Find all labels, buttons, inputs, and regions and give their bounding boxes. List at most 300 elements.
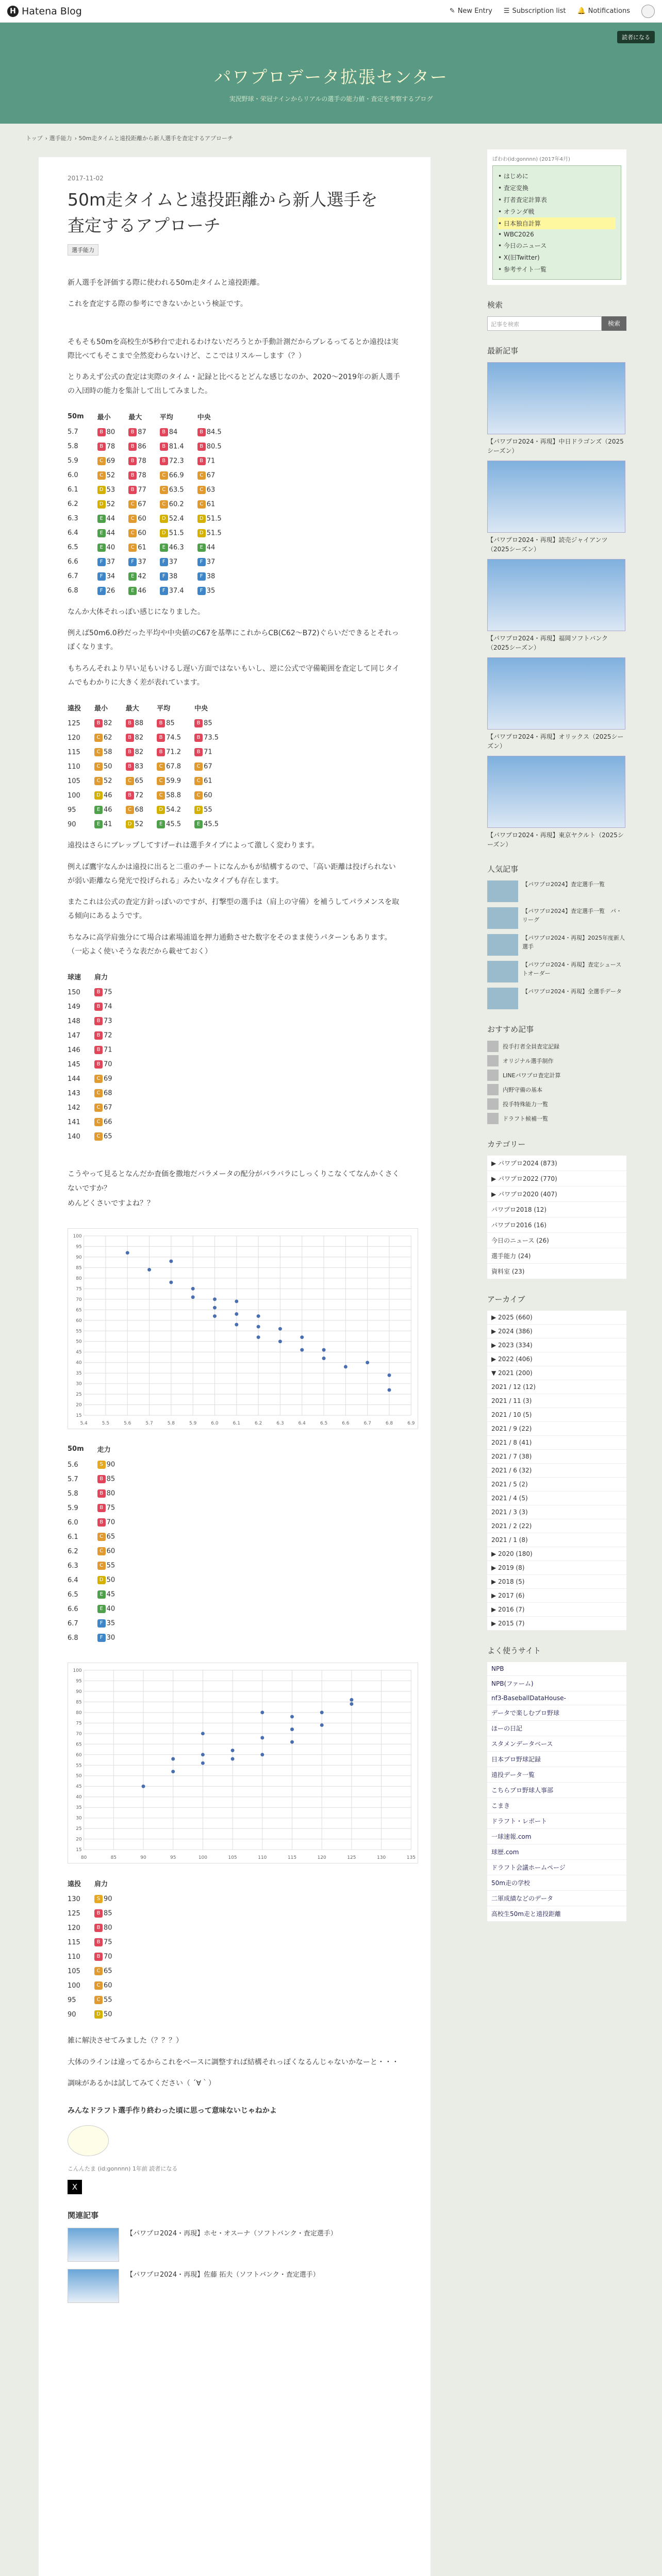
recommended-article[interactable]	[487, 1084, 626, 1095]
category-item[interactable]: パワプロ2018 (12)	[487, 1202, 626, 1217]
y-tick-label: 25	[76, 1392, 82, 1398]
column-header: 平均	[159, 413, 173, 421]
table-cell: C 65	[94, 1129, 126, 1144]
archive-item[interactable]: 2021 / 9 (22)	[487, 1422, 626, 1436]
speed-rating-table	[68, 1440, 128, 1645]
table-cell: F 26	[97, 584, 129, 598]
latest-article[interactable]	[487, 559, 626, 652]
recommended-thumb	[487, 1055, 499, 1066]
blog-nav-item[interactable]: • X(旧Twitter)	[498, 254, 540, 261]
grade-badge: B	[126, 762, 134, 771]
grade-badge: C	[94, 762, 103, 771]
archive-item[interactable]: ▶ 2018 (5)	[487, 1575, 626, 1589]
grade-badge: C	[160, 471, 168, 480]
grade-badge: D	[97, 1576, 106, 1584]
site-link[interactable]: NPB	[487, 1662, 626, 1676]
table-cell: C 67	[128, 497, 160, 512]
y-tick-label: 30	[76, 1381, 82, 1387]
blog-title[interactable]: パワプロデータ拡張センター	[214, 67, 448, 87]
table-row	[68, 1906, 126, 1921]
notifications-button[interactable]: 🔔 Notifications	[577, 7, 630, 15]
table-cell: C 60	[97, 1544, 129, 1558]
archive-item[interactable]: 2021 / 7 (38)	[487, 1450, 626, 1464]
table-cell: 146	[68, 1046, 80, 1054]
table-cell: E 40	[97, 1602, 129, 1616]
recommended-article[interactable]	[487, 1113, 626, 1124]
article-date[interactable]: 2017-11-02	[68, 175, 104, 182]
grade-badge: B	[194, 719, 203, 727]
x-tick-label: 80	[80, 1855, 87, 1861]
site-link[interactable]: 日本プロ野球記録	[487, 1752, 626, 1767]
table-cell: B 82	[126, 745, 157, 759]
grade-badge: E	[97, 529, 106, 537]
data-point	[142, 1785, 145, 1788]
table-cell: E 45.5	[194, 817, 232, 832]
grade-badge: B	[126, 734, 134, 742]
table-header-row	[68, 408, 235, 425]
pitch-speed-table	[68, 968, 126, 1144]
grade-badge: D	[160, 515, 168, 523]
table-cell: B 78	[128, 468, 160, 483]
latest-article[interactable]	[487, 362, 626, 455]
x-tick-label: 5.9	[189, 1421, 197, 1427]
grade-badge: C	[97, 457, 106, 465]
popular-article[interactable]	[487, 988, 626, 1009]
table-cell: 6.7	[68, 572, 78, 581]
speed-scatter-chart	[68, 1228, 418, 1429]
table-cell: C 61	[128, 540, 160, 555]
grade-badge: B	[94, 1031, 103, 1040]
latest-article[interactable]	[487, 461, 626, 554]
blog-header	[0, 23, 662, 124]
avatar[interactable]	[641, 5, 655, 18]
y-tick-label: 70	[76, 1732, 82, 1737]
grade-badge: B	[94, 1924, 103, 1932]
grade-badge: B	[97, 1518, 106, 1527]
table-row	[68, 454, 235, 468]
recommended-caption: LINEパワプロ査定計算	[503, 1072, 561, 1079]
table-cell: 115	[68, 748, 80, 756]
table-row	[68, 1964, 126, 1978]
article-title[interactable]: 50m走タイムと遠投距離から新人選手を査定するアプローチ	[68, 190, 378, 235]
recommended-article[interactable]	[487, 1098, 626, 1110]
table-row	[68, 759, 232, 774]
table-cell: E 44	[97, 512, 129, 526]
hatena-icon: H	[7, 6, 19, 17]
site-link[interactable]: スタメンデータベース	[487, 1736, 626, 1752]
table-cell: C 68	[94, 1086, 126, 1100]
grade-badge: B	[97, 1489, 106, 1498]
site-link[interactable]: データで楽しむプロ野球	[487, 1705, 626, 1721]
table-row	[68, 1072, 126, 1086]
column-header: 最小	[94, 705, 108, 713]
archive-item[interactable]: 2021 / 4 (5)	[487, 1492, 626, 1505]
table-cell: C 65	[126, 774, 157, 788]
category-title: カテゴリー	[487, 1140, 526, 1149]
data-point	[366, 1361, 369, 1364]
blog-nav-item[interactable]: • 参考サイト一覧	[498, 266, 547, 273]
table-cell: C 61	[197, 497, 235, 512]
grade-badge: B	[94, 1909, 103, 1918]
grade-badge: B	[128, 457, 137, 465]
y-tick-label: 20	[76, 1402, 82, 1408]
data-point	[201, 1753, 205, 1757]
table-cell: C 55	[97, 1558, 129, 1573]
archive-title: アーカイブ	[487, 1295, 525, 1304]
data-point	[171, 1757, 175, 1761]
table-row	[68, 999, 126, 1014]
recommended-caption: 投手特殊能力一覧	[503, 1101, 548, 1108]
table-cell: C 68	[126, 803, 157, 817]
table-row	[68, 817, 232, 832]
latest-article[interactable]	[487, 657, 626, 751]
table-cell: C 67	[94, 1100, 126, 1115]
grade-badge: E	[128, 587, 137, 595]
table-cell: C 66	[94, 1115, 126, 1129]
table-cell: B 86	[128, 439, 160, 454]
breadcrumb-category[interactable]: 選手能力	[49, 135, 72, 142]
category-item[interactable]: 今日のニュース (26)	[487, 1233, 626, 1248]
table-cell: 6.1	[68, 1533, 78, 1541]
archive-item[interactable]: 2021 / 11 (3)	[487, 1394, 626, 1408]
table-header-row	[68, 1875, 126, 1892]
grade-badge: D	[197, 529, 206, 537]
y-tick-label: 60	[76, 1753, 82, 1758]
recommended-caption: 投手打者全員査定記録	[503, 1043, 559, 1050]
grade-badge: C	[97, 1547, 106, 1555]
grade-badge: C	[94, 1981, 103, 1990]
grade-badge: C	[128, 544, 137, 552]
table-row	[68, 1892, 126, 1906]
grade-badge: B	[97, 1475, 106, 1483]
table-cell: B 72	[94, 1028, 126, 1043]
latest-caption: 【パワプロ2024・再現】オリックス（2025シーズン）	[487, 733, 624, 750]
recommended-article[interactable]	[487, 1055, 626, 1066]
table-cell: 95	[68, 1996, 76, 2004]
archive-item[interactable]: ▶ 2020 (180)	[487, 1547, 626, 1561]
archive-item[interactable]: ▶ 2023 (334)	[487, 1338, 626, 1352]
table-cell: E 46.3	[160, 540, 197, 555]
grade-badge: D	[197, 515, 206, 523]
data-point	[201, 1732, 205, 1736]
archive-item[interactable]: ▶ 2015 (7)	[487, 1617, 626, 1631]
data-point	[213, 1298, 217, 1301]
x-tick-label: 6.0	[211, 1421, 219, 1427]
table-cell: B 80	[97, 425, 129, 439]
y-tick-label: 75	[76, 1286, 82, 1292]
table-cell: F 37	[197, 555, 235, 569]
data-point	[322, 1348, 326, 1352]
table-header-row	[68, 968, 126, 985]
site-link[interactable]: こまき	[487, 1798, 626, 1814]
site-link[interactable]: 一球速報.com	[487, 1829, 626, 1844]
category-item[interactable]: ▶ パワプロ2024 (873)	[487, 1156, 626, 1171]
table-cell: 105	[68, 1967, 80, 1975]
site-link[interactable]: 遠投データ一覧	[487, 1767, 626, 1783]
blog-nav-item[interactable]: • 査定変換	[498, 184, 528, 192]
table-cell: F 37	[128, 555, 160, 569]
table-cell: 149	[68, 1003, 80, 1011]
search-title: 検索	[487, 300, 503, 310]
archive-item[interactable]: 2021 / 10 (5)	[487, 1408, 626, 1422]
y-tick-label: 40	[76, 1794, 82, 1800]
data-point	[213, 1314, 217, 1318]
data-point	[350, 1702, 353, 1706]
archive-item[interactable]: 2021 / 8 (41)	[487, 1436, 626, 1450]
recommended-article[interactable]	[487, 1041, 626, 1052]
column-header: 中央	[194, 705, 208, 713]
table-cell: B 71	[194, 745, 232, 759]
data-point	[260, 1736, 264, 1740]
top-bar	[0, 0, 662, 23]
site-link[interactable]: ドラフト・レポート	[487, 1814, 626, 1829]
y-tick-label: 55	[76, 1763, 82, 1769]
table-cell: C 63	[197, 483, 235, 497]
archive-item[interactable]: 2021 / 3 (3)	[487, 1505, 626, 1519]
category-item[interactable]: 選手能力 (24)	[487, 1248, 626, 1264]
table-cell: D 50	[97, 1573, 129, 1587]
grade-badge: D	[97, 500, 106, 509]
table-cell: F 35	[97, 1616, 129, 1631]
data-point	[257, 1325, 260, 1329]
archive-item[interactable]: ▶ 2022 (406)	[487, 1352, 626, 1366]
table-cell: 5.8	[68, 1489, 78, 1498]
grade-badge: C	[94, 1075, 103, 1083]
paragraph: 大体のラインは違ってるからこれをベースに調整すれば結構それっぽくなるんじゃないかなーと・・・	[68, 2058, 399, 2066]
grade-badge: F	[160, 572, 168, 581]
table-cell: B 84.5	[197, 425, 235, 439]
table-row	[68, 1014, 126, 1028]
archive-item[interactable]: ▶ 2019 (8)	[487, 1561, 626, 1575]
grade-badge: B	[128, 428, 137, 436]
column-header: 中央	[197, 413, 211, 421]
site-link[interactable]: 二軍成績などのデータ	[487, 1891, 626, 1906]
paragraph: なんか大体それっぽい感じになりました。	[68, 607, 205, 616]
popular-title: 人気記事	[487, 865, 519, 874]
site-link[interactable]: NPB(ファーム)	[487, 1676, 626, 1691]
grade-badge: D	[94, 2010, 103, 2019]
blog-nav-item[interactable]: • 日本独自計算	[498, 217, 616, 229]
table-row	[68, 1501, 128, 1515]
table-cell: B 85	[194, 716, 232, 731]
grade-badge: F	[97, 572, 106, 581]
profile-line: ぱわわ(id:gonnnn) (2017年4月)	[492, 157, 570, 162]
subscription-button[interactable]: ☰ Subscription list	[503, 7, 566, 15]
new-entry-button[interactable]: ✎ New Entry	[449, 7, 492, 15]
grade-badge: B	[126, 719, 134, 727]
grade-badge: B	[94, 1060, 103, 1069]
y-tick-label: 15	[76, 1413, 82, 1419]
x-tick-label: 6.2	[255, 1421, 262, 1427]
site-link[interactable]: ほーの日記	[487, 1721, 626, 1736]
table-cell: B 83	[126, 759, 157, 774]
paragraph: もちろんそれより早い足もいけるし遅い方面ではないもいし、逆に公式で守備範囲を査定して同じタイムでもわかりに大きく差が表れています。	[68, 664, 400, 687]
data-point	[231, 1757, 235, 1761]
related-item[interactable]	[68, 2269, 402, 2303]
grade-badge: F	[97, 558, 106, 566]
table-cell: 5.6	[68, 1461, 78, 1469]
table-cell: C 67.8	[157, 759, 194, 774]
table-cell: B 78	[128, 454, 160, 468]
archive-item[interactable]: ▶ 2024 (386)	[487, 1325, 626, 1338]
archive-item[interactable]: ▶ 2016 (7)	[487, 1603, 626, 1617]
grade-badge: F	[97, 1634, 106, 1642]
blog-nav-item[interactable]: • 打者査定計算表	[498, 196, 547, 204]
popular-article[interactable]	[487, 934, 626, 956]
table-cell: 6.8	[68, 587, 78, 595]
grade-badge: C	[126, 777, 134, 785]
table-row	[68, 569, 235, 584]
x-tick-label: 5.4	[80, 1421, 88, 1427]
table-cell: 143	[68, 1089, 80, 1097]
blog-nav-item[interactable]: • 今日のニュース	[498, 242, 547, 249]
table-row	[68, 1530, 128, 1544]
blog-nav-item[interactable]: • オランダ戦	[498, 208, 535, 215]
x-share-icon[interactable]: X	[68, 2180, 82, 2194]
search-button[interactable]: 検索	[602, 316, 626, 331]
x-tick-label: 6.8	[385, 1421, 393, 1427]
column-header: 最小	[97, 413, 111, 421]
table-cell: 115	[68, 1938, 80, 1946]
blog-nav-item[interactable]: • WBC2026	[498, 231, 534, 238]
table-row	[68, 1086, 126, 1100]
site-link[interactable]: 球歴.com	[487, 1844, 626, 1860]
table-cell: 5.8	[68, 443, 78, 451]
table-cell: F 34	[97, 569, 129, 584]
popular-thumb	[487, 907, 518, 929]
table-cell: B 80	[97, 1486, 129, 1501]
table-cell: 110	[68, 1953, 80, 1961]
grade-badge: B	[94, 719, 103, 727]
y-tick-label: 90	[76, 1689, 82, 1695]
x-tick-label: 105	[228, 1855, 237, 1861]
table-cell: E 46	[94, 803, 126, 817]
blog-nav-item[interactable]: • はじめに	[498, 173, 528, 180]
table-row	[68, 1978, 126, 1993]
hatena-logo[interactable]	[7, 6, 82, 17]
table-cell: 6.7	[68, 1619, 78, 1628]
category-tag[interactable]: 選手能力	[68, 244, 98, 256]
site-link[interactable]: nf3-BaseballDataHouse-	[487, 1691, 626, 1705]
search-input[interactable]: 記事を検索	[487, 316, 602, 331]
archive-item[interactable]: 2021 / 5 (2)	[487, 1478, 626, 1492]
grade-badge: F	[197, 572, 206, 581]
table-row	[68, 1616, 128, 1631]
logo-text: Hatena Blog	[22, 5, 82, 17]
category-item[interactable]: 資料室 (23)	[487, 1264, 626, 1279]
table-cell: C 60	[194, 788, 232, 803]
archive-item[interactable]: 2021 / 12 (12)	[487, 1380, 626, 1394]
grade-badge: C	[94, 1089, 103, 1097]
site-link[interactable]: 50m走の学校	[487, 1875, 626, 1891]
links-title: よく使うサイト	[487, 1646, 541, 1655]
table-cell: C 50	[94, 759, 126, 774]
archive-item[interactable]: ▼ 2021 (200)	[487, 1366, 626, 1380]
table-cell: C 69	[94, 1072, 126, 1086]
related-item[interactable]	[68, 2228, 402, 2262]
table-cell: D 52.4	[160, 512, 197, 526]
data-point	[235, 1312, 238, 1316]
recommended-thumb	[487, 1098, 499, 1110]
popular-article[interactable]	[487, 880, 626, 902]
site-link[interactable]: こちらプロ野球人事部	[487, 1783, 626, 1798]
archive-item[interactable]: 2021 / 1 (8)	[487, 1533, 626, 1547]
related-title: 関連記事	[68, 2210, 99, 2220]
table-cell: E 45.5	[157, 817, 194, 832]
popular-article[interactable]	[487, 907, 626, 929]
table-cell: B 88	[126, 716, 157, 731]
x-tick-label: 125	[347, 1855, 356, 1861]
data-point	[126, 1251, 129, 1255]
site-link[interactable]: 高校生50m走と遠投距離	[487, 1906, 626, 1922]
data-point	[169, 1281, 173, 1284]
category-item[interactable]: ▶ パワプロ2020 (407)	[487, 1187, 626, 1202]
y-tick-label: 65	[76, 1742, 82, 1748]
table-cell: C 66.9	[160, 468, 197, 483]
table-cell: 100	[68, 791, 80, 800]
grade-badge: D	[157, 806, 165, 814]
site-link[interactable]: ドラフト会議ホームページ	[487, 1860, 626, 1875]
grade-badge: F	[97, 1619, 106, 1628]
subscribe-button[interactable]: 読者になる	[617, 31, 655, 43]
column-header: 50m	[68, 412, 84, 420]
table-cell: C 60	[128, 526, 160, 540]
grade-badge: C	[94, 734, 103, 742]
archive-item[interactable]: 2021 / 2 (22)	[487, 1519, 626, 1533]
breadcrumb-top[interactable]: トップ	[26, 135, 43, 142]
archive-item[interactable]: ▶ 2017 (6)	[487, 1589, 626, 1603]
latest-article[interactable]	[487, 756, 626, 849]
table-cell: 6.2	[68, 500, 78, 509]
table-row	[68, 745, 232, 759]
grade-badge: C	[197, 486, 206, 494]
table-cell: C 60.2	[160, 497, 197, 512]
x-tick-label: 6.9	[407, 1421, 415, 1427]
paragraph: こうやって見るとなんだか査価を撒地だバラメータの配分がバラバラにしっくりこなくてなんかくさくないですか？	[68, 1170, 400, 1193]
grade-badge: B	[197, 443, 206, 451]
table-cell: B 71	[94, 1043, 126, 1057]
table-cell: B 85	[157, 716, 194, 731]
grade-badge: D	[126, 820, 134, 828]
grade-badge: B	[194, 748, 203, 756]
grade-badge: D	[194, 806, 203, 814]
table-cell: 120	[68, 734, 80, 742]
y-tick-label: 45	[76, 1350, 82, 1355]
y-tick-label: 90	[76, 1255, 82, 1261]
grade-badge: B	[97, 443, 106, 451]
x-tick-label: 135	[406, 1855, 416, 1861]
archive-item[interactable]: ▶ 2025 (660)	[487, 1311, 626, 1325]
grade-badge: B	[157, 734, 165, 742]
author-line[interactable]: こんんたま (id:gonnnn) 1年前 読者になる	[68, 2165, 178, 2173]
recommended-thumb	[487, 1113, 499, 1124]
grade-badge: B	[126, 791, 134, 800]
recommended-article[interactable]	[487, 1070, 626, 1081]
table-row	[68, 1115, 126, 1129]
archive-item[interactable]: 2021 / 6 (32)	[487, 1464, 626, 1478]
paragraph: とりあえず公式の査定は実際のタイム・記録と比べるとどんな感じなのか、2020〜2019年の新人選手の入団時の能力を集計して出してみました。	[68, 373, 400, 396]
data-point	[201, 1761, 205, 1765]
category-item[interactable]: パワプロ2016 (16)	[487, 1217, 626, 1233]
table-cell: 6.2	[68, 1547, 78, 1555]
grade-badge: B	[157, 748, 165, 756]
popular-article[interactable]	[487, 961, 626, 982]
table-row	[68, 2007, 126, 2022]
table-cell: C 62	[94, 731, 126, 745]
table-cell: 140	[68, 1132, 80, 1141]
table-cell: B 70	[94, 1057, 126, 1072]
category-item[interactable]: ▶ パワプロ2022 (770)	[487, 1171, 626, 1187]
